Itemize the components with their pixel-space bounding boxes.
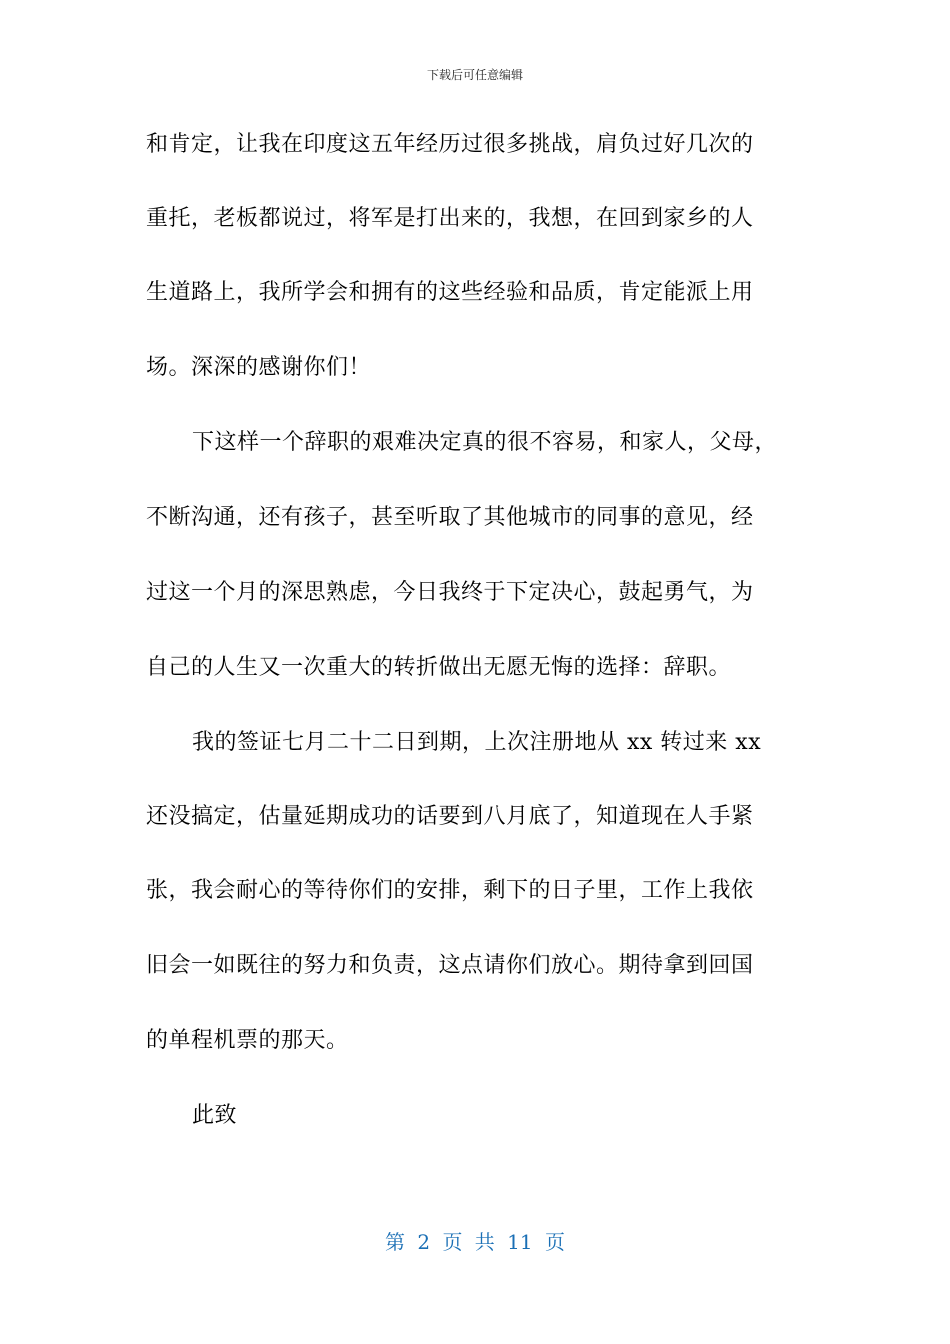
text-line: 重托，老板都说过，将军是打出来的，我想，在回到家乡的人 xyxy=(146,206,754,231)
text-line: 张，我会耐心的等待你们的安排，剩下的日子里，工作上我依 xyxy=(146,878,754,903)
text-line: 过这一个月的深思熟虑，今日我终于下定决心，鼓起勇气，为 xyxy=(146,580,754,605)
page-number: 第 2 页 共 11 页 xyxy=(385,1230,565,1254)
text-line: 生道路上，我所学会和拥有的这些经验和品质，肯定能派上用 xyxy=(146,280,754,305)
text-line: 场。深深的感谢你们！ xyxy=(146,355,372,380)
text-line: 不断沟通，还有孩子，甚至听取了其他城市的同事的意见，经 xyxy=(146,505,754,530)
text-line: 旧会一如既往的努力和负责，这点请你们放心。期待拿到回国 xyxy=(146,953,754,978)
closing-salutation: 此致 xyxy=(192,1103,238,1128)
text-line: 下这样一个辞职的艰难决定真的很不容易，和家人，父母， xyxy=(192,430,778,455)
text-line: 我的签证七月二十二日到期，上次注册地从 xx 转过来 xx xyxy=(192,730,762,755)
text-line: 自己的人生又一次重大的转折做出无愿无悔的选择：辞职。 xyxy=(146,655,732,680)
page-header: 下载后可任意编辑 xyxy=(426,68,523,82)
text-line: 和肯定，让我在印度这五年经历过很多挑战，肩负过好几次的 xyxy=(146,132,754,157)
text-line: 的单程机票的那天。 xyxy=(146,1028,349,1053)
text-line: 还没搞定，估量延期成功的话要到八月底了，知道现在人手紧 xyxy=(146,804,754,829)
